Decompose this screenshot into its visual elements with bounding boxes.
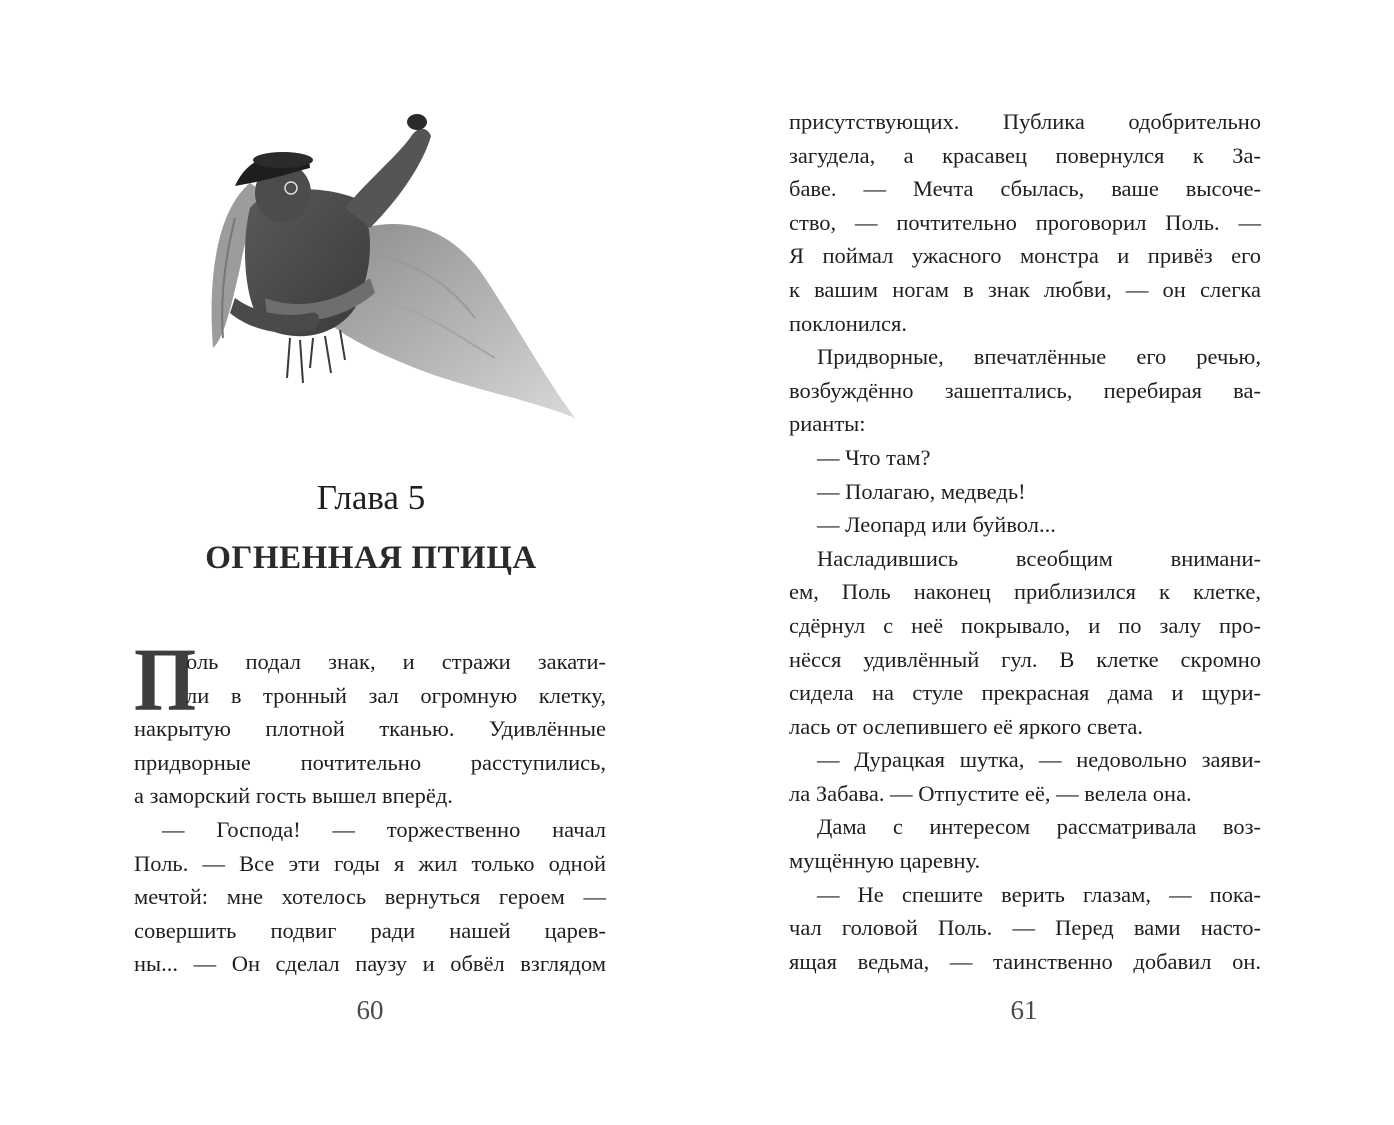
text-line: Насладившись всеобщим внимани- (817, 545, 1261, 571)
text-line: присутствующих. Публика одобрительно (789, 109, 1261, 134)
text-line: Я поймал ужасного монстра и привёз его (789, 243, 1261, 269)
drop-cap: П (134, 631, 197, 730)
text-line: мущённую царевну. (789, 848, 981, 874)
text-line: нёсся удивлённый гул. В клетке скромно (789, 646, 1261, 672)
text-line: ем, Поль наконец приблизился к клетке, (789, 579, 1261, 605)
chapter-title: ОГНЕННАЯ ПТИЦА (205, 540, 537, 576)
genie-illustration (195, 98, 595, 433)
text-line: ящая ведьма, — таинственно добавил он. (789, 948, 1261, 974)
text-line: сдёрнул с неё покрывало, и по залу про- (789, 612, 1261, 638)
text-line: ли в тронный зал огромную клетку, (186, 682, 606, 708)
text-line: лась от ослепившего её яркого света. (789, 713, 1144, 739)
text-line: — Господа! — торжественно начал (162, 816, 606, 842)
text-line: Придворные, впечатлённые его речью, (817, 344, 1261, 370)
text-line: придворные почтительно расступились, (134, 749, 606, 775)
text-line: Дама с интересом рассматривала воз- (817, 814, 1261, 840)
text-line: оль подал знак, и стражи закати- (186, 649, 606, 674)
text-line: чал головой Поль. — Перед вами насто- (789, 915, 1261, 941)
right-body-text (789, 105, 1261, 978)
text-line: поклонился. (789, 310, 907, 336)
left-body-text (134, 631, 606, 981)
page-number: 60 (356, 995, 384, 1025)
text-line: — Что там? (817, 444, 931, 470)
text-line: к вашим ногам в знак любви, — он слегка (789, 276, 1261, 302)
text-line: — Леопард или буйвол... (817, 512, 1056, 538)
text-line: возбуждённо зашептались, перебирая ва- (789, 377, 1261, 403)
text-line: сидела на стуле прекрасная дама и щури- (789, 680, 1261, 706)
text-line: а заморский гость вышел вперёд. (134, 783, 453, 809)
chapter-number: Глава 5 (316, 478, 426, 517)
text-line: мечтой: мне хотелось вернуться героем — (134, 884, 606, 910)
text-line: — Полагаю, медведь! (817, 478, 1026, 504)
text-line: совершить подвиг ради нашей царев- (134, 917, 606, 943)
text-line: ство, — почтительно проговорил Поль. — (789, 209, 1261, 235)
text-line: ла Забава. — Отпустите её, — велела она. (789, 780, 1192, 806)
text-line: — Не спешите верить глазам, — пока- (817, 881, 1261, 907)
text-line: загудела, а красавец повернулся к За- (789, 142, 1261, 168)
page-number: 61 (1010, 995, 1038, 1025)
text-line: ны... — Он сделал паузу и обвёл взглядом (134, 951, 606, 977)
text-line: рианты: (789, 411, 866, 437)
text-line: накрытую плотной тканью. Удивлённые (134, 716, 606, 742)
text-line: баве. — Мечта сбылась, ваше высоче- (789, 176, 1261, 202)
text-line: — Дурацкая шутка, — недовольно заяви- (817, 747, 1261, 773)
text-line: Поль. — Все эти годы я жил только одной (134, 850, 606, 876)
